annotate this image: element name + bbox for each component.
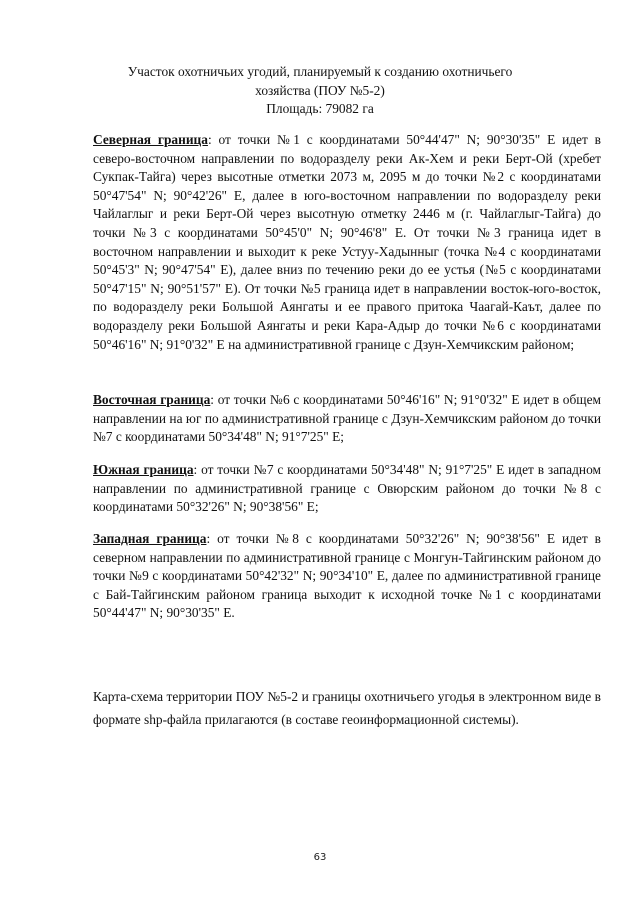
east-boundary-text: : от точки №6 с координатами 50°46'16" N; 91°0'32" E идет в общем направлении на юг по административной границе с Дзун-Хемчикским районом до точки №7 с координатами 50°34'48" N; 91°7'25" E; (93, 392, 601, 445)
east-boundary-heading: Восточная граница (93, 392, 211, 407)
north-boundary-heading: Северная граница (93, 132, 208, 147)
title-line-3-area: Площадь: 79082 га (266, 101, 374, 116)
north-boundary-text: : от точки №1 с координатами 50°44'47" N; 90°30'35" E идет в северо-восточном направлении по водоразделу реки Ак-Хем и реки Берт-Ой (хребет Сукпак-Тайга) через высотные отметки 2073 м, 2095 м до точки №2 с координатами 50°47'54" N; 90°42'26" E, далее в юго-восточном направлении по водоразделу реки Чайлаглыг и реки Берт-Ой через высотную отметку 2446 м (г. Чайлаглыг-Тайга) до точки №3 с координатами 50°45'0" N; 90°46'8" E. От точки №3 граница идет в восточном направлении и выходит к реке Устуу-Хадынныг (точка №4 с координатами 50°45'3" N; 90°47'54" E), далее вниз по течению реки до ее устья (№5 с координатами 50°47'15" N; 90°51'57" E). От точки №5 граница идет в направлении восток-юго-восток, по водоразделу реки Большой Аянгаты и ее правого притока Чаагай-Каът, далее по водоразделу реки Большой Аянгаты и реки Кара-Адыр до точки №6 с координатами 50°46'16" N; 91°0'32" E на административной границе с Дзун-Хемчикским районом; (93, 132, 601, 352)
title-line-1: Участок охотничьих угодий, планируемый к созданию охотничьего (127, 64, 513, 79)
west-boundary-paragraph (93, 530, 601, 623)
document-title (90, 63, 550, 119)
north-boundary-paragraph (93, 131, 601, 354)
title-line-2: хозяйства (ПОУ №5-2) (255, 82, 385, 98)
south-boundary-text: : от точки №7 с координатами 50°34'48" N; 91°7'25" E идет в западном направлении по административной границе с Овюрским районом до точки №8 с координатами 50°32'26" N; 90°38'56" E; (93, 462, 601, 515)
south-boundary-heading: Южная граница (93, 462, 194, 477)
east-boundary-paragraph (93, 391, 601, 447)
page-number: 63 (313, 852, 327, 863)
west-boundary-text: : от точки №8 с координатами 50°32'26" N; 90°38'56" E идет в северном направлении по административной границе с Монгун-Тайгинским районом до точки №9 с координатами 50°42'32" N; 90°34'10" E, далее по административной границе с Бай-Тайгинским районом граница выходит к исходной точке №1 с координатами 50°44'47" N; 90°30'35" E. (93, 531, 601, 621)
south-boundary-paragraph (93, 461, 601, 517)
west-boundary-heading: Западная граница (93, 531, 207, 546)
map-attachment-note: Карта-схема территории ПОУ №5-2 и границы охотничьего угодья в электронном виде в формате shp-файла прилагаются (в составе геоинформационной системы). (93, 689, 601, 727)
